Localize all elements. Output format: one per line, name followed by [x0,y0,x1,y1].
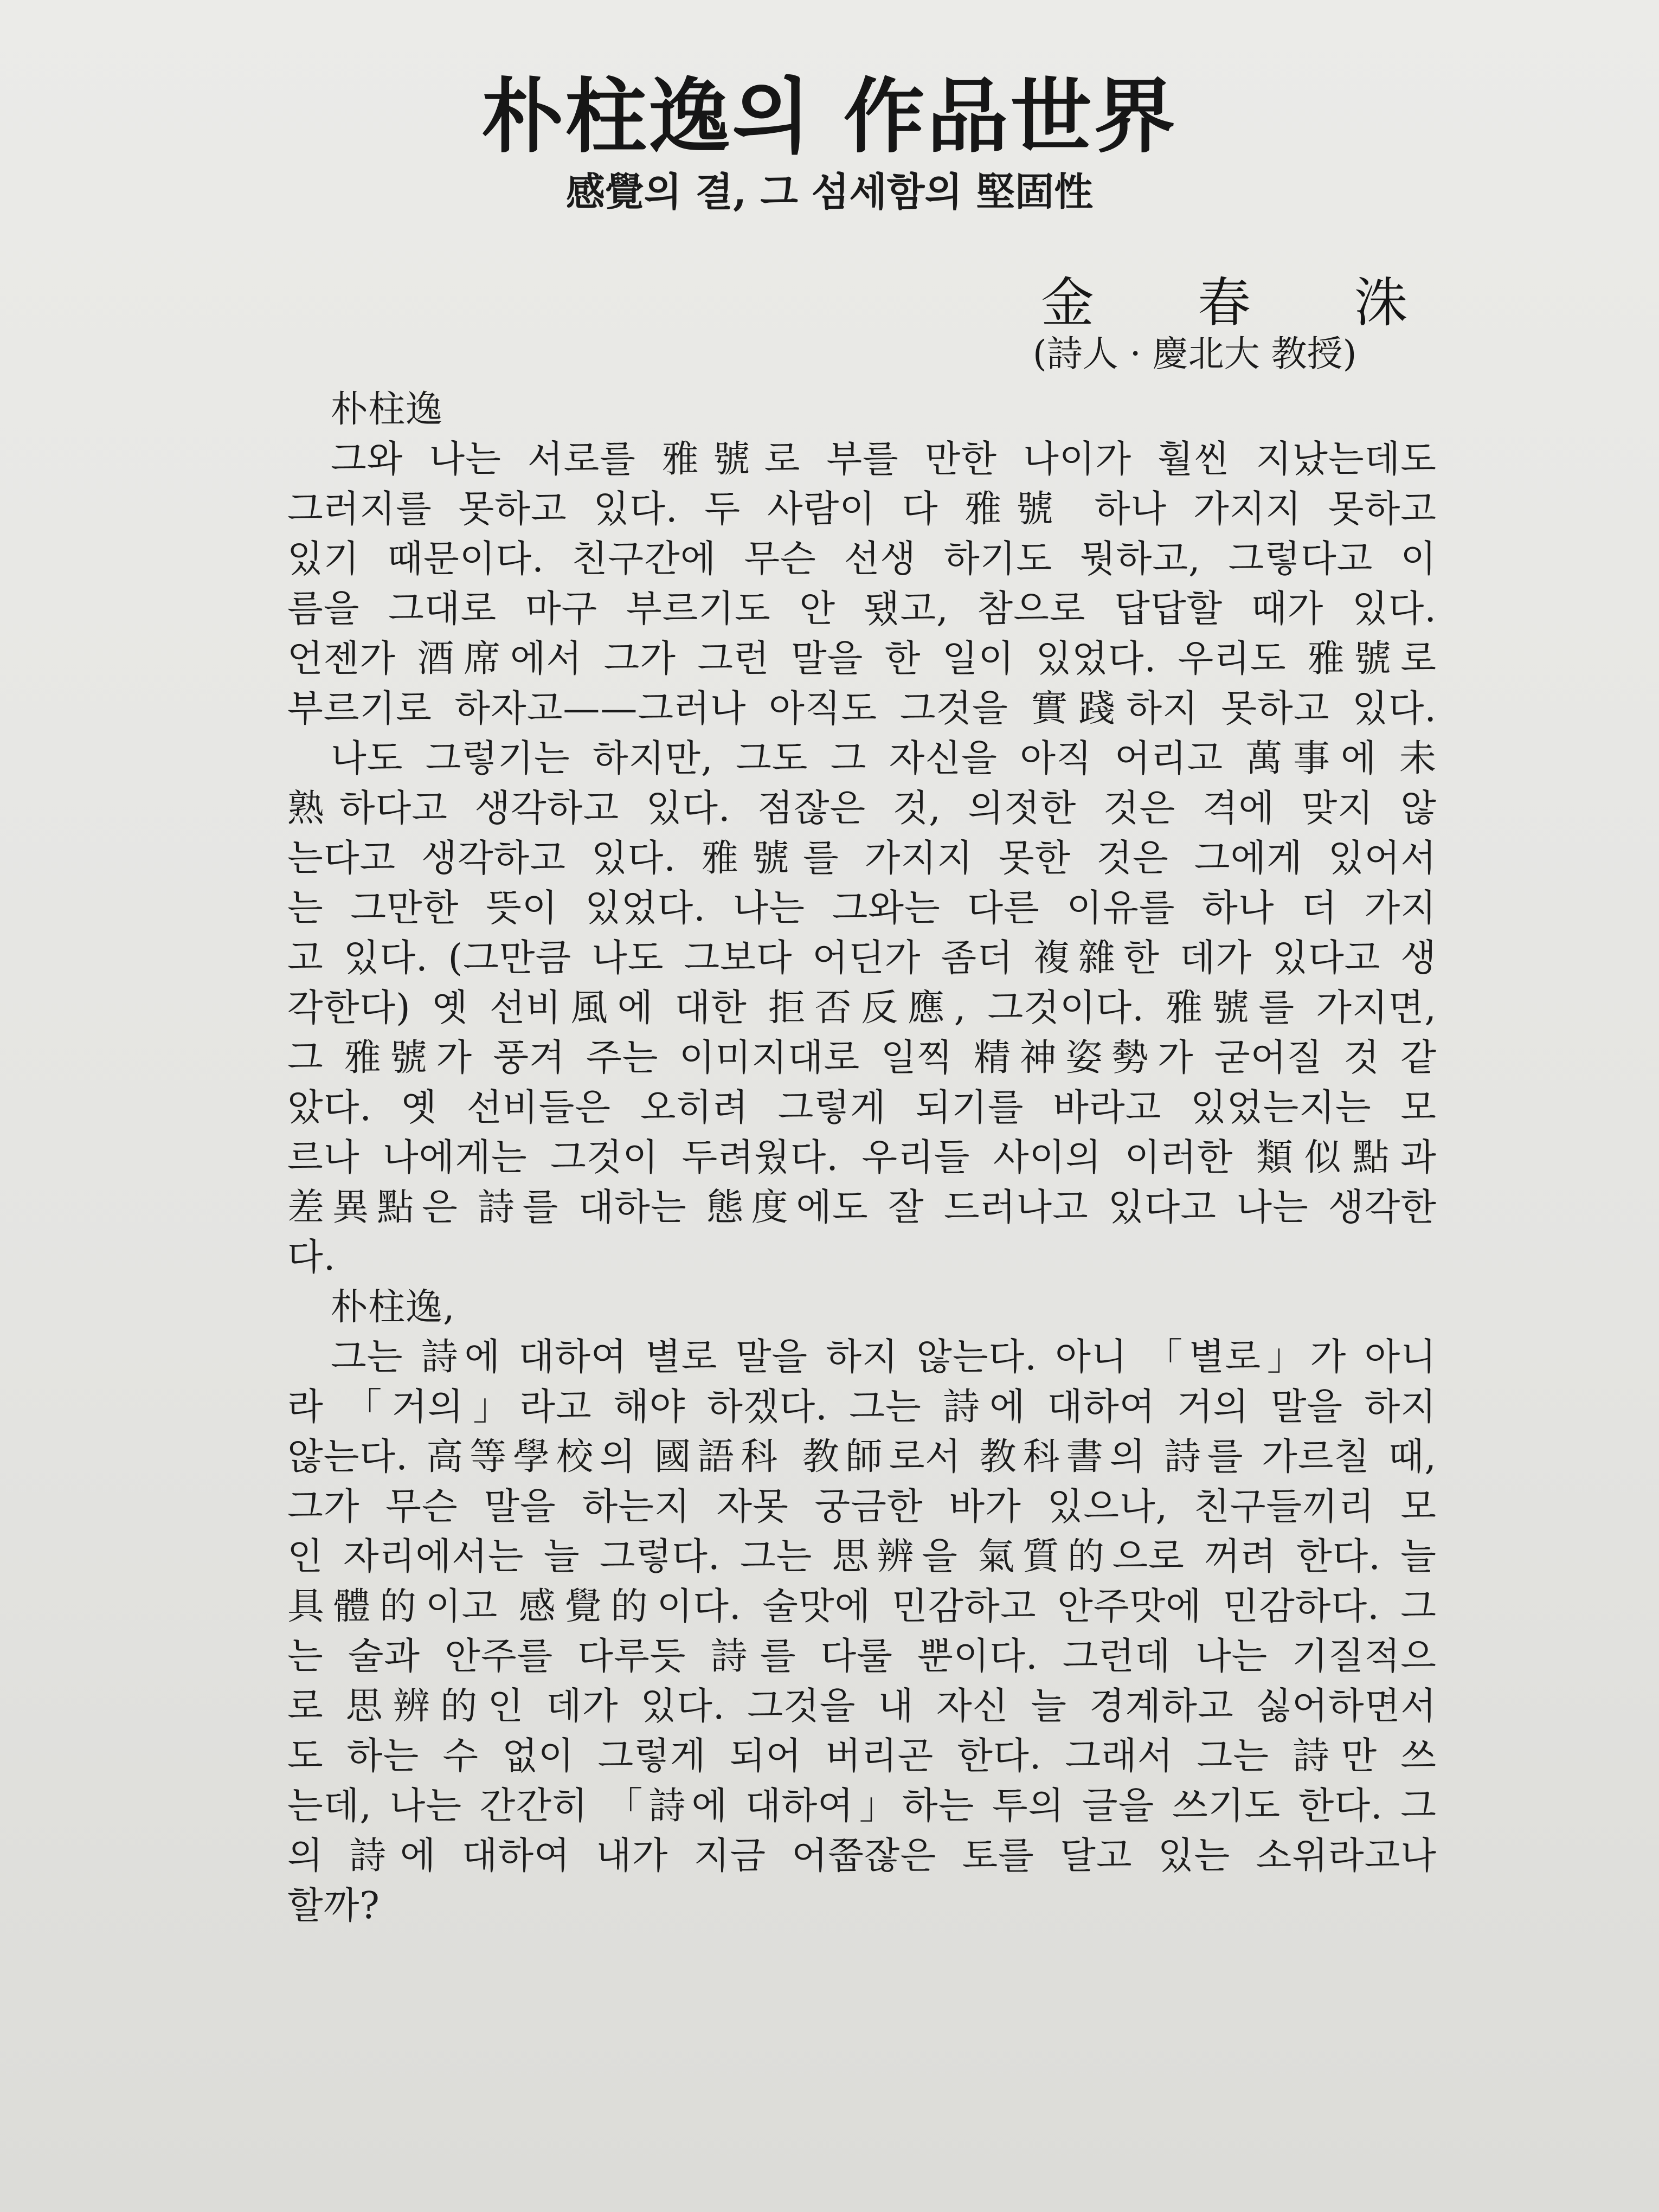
paragraph-line: 도 하는 수 없이 그렇게 되어 버리곤 한다. 그래서 그는 詩만 쓰 [287,1735,1437,1778]
paragraph-line: 언젠가 酒席에서 그가 그런 말을 한 일이 있었다. 우리도 雅號로 [287,638,1437,680]
section-heading: 朴柱逸, [331,1286,455,1329]
paragraph-line: 고 있다. (그만큼 나도 그보다 어딘가 좀더 複雜한 데가 있다고 생 [287,937,1437,980]
paragraph-line: 그와 나는 서로를 雅號로 부를 만한 나이가 훨씬 지났는데도 [331,438,1437,481]
paragraph-line: 는데, 나는 간간히 「詩에 대하여」하는 투의 글을 쓰기도 한다. 그 [287,1785,1437,1828]
article-title: 朴柱逸의 作品世界 [481,69,1178,164]
paragraph-line: 는 술과 안주를 다루듯 詩를 다룰 뿐이다. 그런데 나는 기질적으 [287,1635,1437,1678]
paragraph-line: 라 「거의」라고 해야 하겠다. 그는 詩에 대하여 거의 말을 하지 [287,1386,1437,1429]
paragraph-line: 로 思辨的인 데가 있다. 그것을 내 자신 늘 경계하고 싫어하면서 [287,1685,1437,1728]
paragraph-line: 그는 詩에 대하여 별로 말을 하지 않는다. 아니 「별로」가 아니 [331,1336,1437,1379]
paragraph-line: 는 그만한 뜻이 있었다. 나는 그와는 다른 이유를 하나 더 가지 [287,887,1437,930]
paragraph-line: 나도 그렇기는 하지만, 그도 그 자신을 아직 어리고 萬事에 未 [331,737,1437,780]
paragraph-line: 있기 때문이다. 친구간에 무슨 선생 하기도 뭣하고, 그렇다고 이 [287,538,1437,581]
paragraph-line: 그 雅號가 풍겨 주는 이미지대로 일찍 精神姿勢가 굳어질 것 같 [287,1037,1437,1079]
paragraph-line: 는다고 생각하고 있다. 雅號를 가지지 못한 것은 그에게 있어서 [287,837,1437,880]
paragraph-line: 다. [287,1236,336,1279]
paragraph-line: 않는다. 高等學校의 國語科 教師로서 教科書의 詩를 가르칠 때, [287,1436,1437,1478]
paragraph-line: 그러지를 못하고 있다. 두 사람이 다 雅號 하나 가지지 못하고 [287,488,1437,531]
section-heading: 朴柱逸 [331,388,443,431]
paragraph-line: 름을 그대로 마구 부르기도 안 됐고, 참으로 답답할 때가 있다. [287,588,1437,631]
paragraph-line: 差異點은 詩를 대하는 態度에도 잘 드러나고 있다고 나는 생각한 [287,1186,1437,1229]
paragraph-line: 具體的이고 感覺的이다. 술맛에 민감하고 안주맛에 민감하다. 그 [287,1585,1437,1628]
paragraph-line: 각한다) 옛 선비風에 대한 拒否反應, 그것이다. 雅號를 가지면, [287,987,1437,1030]
paragraph-line: 할까? [287,1885,380,1927]
author-affiliation: (詩人 · 慶北大 教授) [1033,333,1357,375]
article-subtitle: 感覺의 결, 그 섬세함의 堅固性 [565,169,1094,215]
paragraph-line: 인 자리에서는 늘 그렇다. 그는 思辨을 氣質的으로 꺼려 한다. 늘 [287,1535,1437,1578]
author-name: 金 春 洙 [1041,272,1451,334]
paragraph-line: 熟하다고 생각하고 있다. 점잖은 것, 의젓한 것은 격에 맞지 않 [287,787,1437,830]
paragraph-line: 르나 나에게는 그것이 두려웠다. 우리들 사이의 이러한 類似點과 [287,1136,1437,1179]
paragraph-line: 부르기로 하자고——그러나 아직도 그것을 實踐하지 못하고 있다. [287,687,1437,730]
paragraph-line: 의 詩에 대하여 내가 지금 어쭙잖은 토를 달고 있는 소위라고나 [287,1835,1437,1877]
article-body [287,385,1437,1931]
paragraph-line: 그가 무슨 말을 하는지 자못 궁금한 바가 있으나, 친구들끼리 모 [287,1486,1437,1528]
paragraph-line: 았다. 옛 선비들은 오히려 그렇게 되기를 바라고 있었는지는 모 [287,1086,1437,1129]
